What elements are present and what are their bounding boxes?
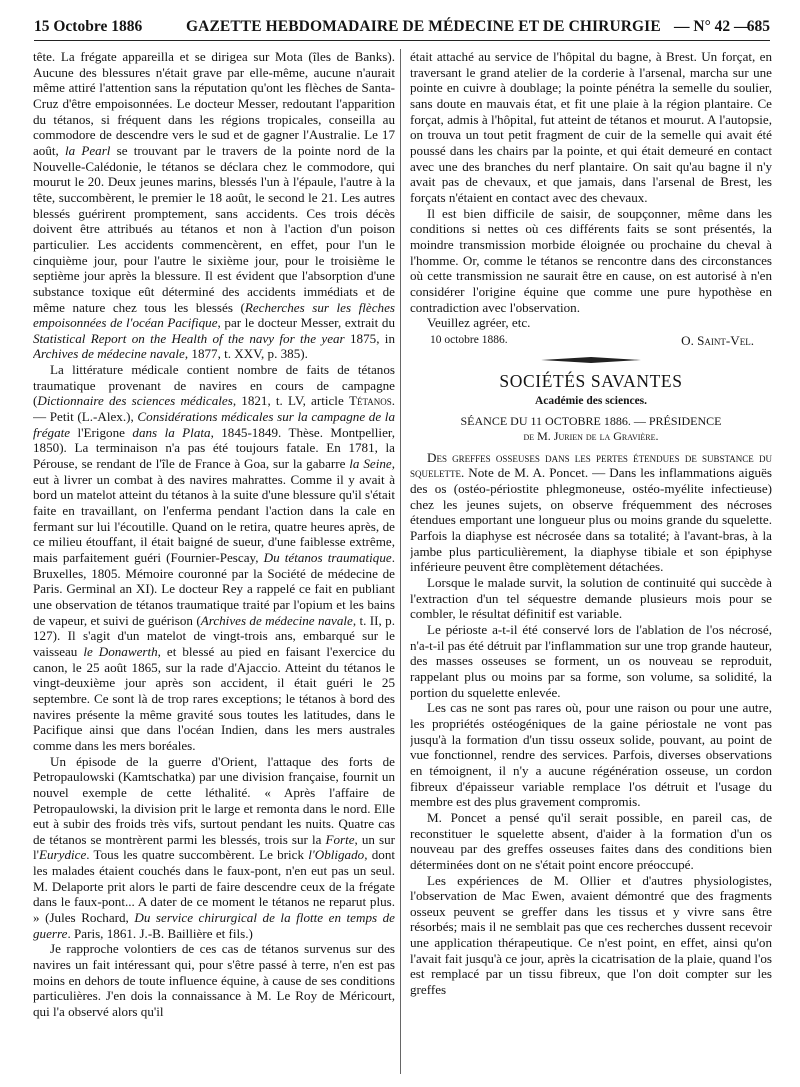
journal-title: GAZETTE HEBDOMADAIRE DE MÉDECINE ET DE CHIRURGIE	[186, 18, 661, 35]
signature-block	[410, 333, 772, 349]
right-column	[410, 49, 772, 1077]
article-paragraph-4: Les cas ne sont pas rares où, pour une raison ou pour une autre, les propriétés ostéogéniques de la gaine périostale ne vont pas jusqu'à la formation d'un tissu osseux solide, pouvant, au point de vue fonctionnel, rendre des services. Parfois, diverses observations en témoignent, il n'y a aucune régénération osseuse, un cordon fibreux d'épaisseur variable remplace l'os détruit et l'usage du membre est des plus gravement compromis.	[410, 700, 772, 810]
right-paragraph-1: était attaché au service de l'hôpital du bagne, à Brest. Un forçat, en traversant le grand atelier de la corderie à l'arsenal, marcha sur une pointe en cuivre à doublage; la pointe pénétra la semelle du soulier, sans doute en mauvais état, et fit une plaie à la région plantaire. Ce forçat, admis à l'hôpital, fut atteint de tétanos et mourut. A l'autopsie, on trouva un tout petit fragment de cuir de la semelle qui avait été poussé dans les chairs par la pointe, et qui était demeuré en contact avec une des branches du nerf plantaire. On sait qu'au bagne il n'y avait pas de chevaux, et que jamais, dans l'arsenal de Brest, les forçats n'étaient en contact avec des chevaux.	[410, 49, 772, 205]
academy-title: Académie des sciences.	[534, 395, 648, 408]
left-paragraph-3: Un épisode de la guerre d'Orient, l'attaque des forts de Petropaulowski (Kamtschatka) par une division française, fournit un nouvel exemple de cette léthalité. « Après l'affaire de Petropaulowski, la division prit le large et remonta dans le nord. Elle eut à subir des froids très vifs, surtout pendant les nuits. Quatre cas de tétanos se montrèrent parmi les blessés, trois sur la Forte, un sur l'Eurydice. Tous les quatre succombèrent. Le brick l'Obligado, dont les malades étaient couchés dans le faux-pont, n'en eut pas un seul. M. Delaporte prit alors le parti de faire descendre ceux de la frégate dans le faux-pont... A dater de ce moment le tétanos ne reparut plus. » (Jules Rochard, Du service chirurgical de la flotte en temps de guerre. Paris, 1861. J.-B. Baillière et fils.)	[33, 753, 395, 941]
section-title: SOCIÉTÉS SAVANTES	[499, 371, 683, 392]
right-paragraph-2: Il est bien difficile de saisir, de soupçonner, même dans les conditions si nettes où ces différents faits se sont présentés, la moindre transmission morbide éloignée ou prochaine du cheval à l'homme. Or, comme le tétanos se rencontre dans des circonstances où cette transmission ne saurait être en cause, on est autorisé à n'en considérer l'origine équine que comme une pure hypothèse en contradiction avec l'observation.	[410, 205, 772, 315]
column-divider	[400, 49, 401, 1074]
author-signature: O. Saint-Vel.	[681, 332, 754, 348]
page-number: 685	[746, 18, 770, 35]
article-paragraph-1: Des greffes osseuses dans les pertes étendues de substance du squelette. Note de M. A. Poncet. — Dans les inflammations aiguës des os (ostéo-périostite phlegmoneuse, ostéo-myélite infectieuse) chez les jeunes sujets, on observe fréquemment des nécroses étendues emportant une longueur plus ou moins grande du squelette. Parfois la diaphyse est nécrosée dans sa totalité; à l'avant-bras, à la jambe plus particulièrement, la diaphyse tibiale et son épiphyse inférieure peuvent être complètement détachées.	[410, 449, 772, 575]
article-paragraph-5: M. Poncet a pensé qu'il serait possible, en pareil cas, de reconstituer le squelette absent, d'aider à la formation d'un os nouveau par des greffes osseuses faites dans des conditions bien déterminées dont on ne s'était point encore préoccupé.	[410, 809, 772, 872]
session-heading	[410, 414, 772, 444]
article-heading: Des greffes osseuses dans les pertes étendues de substance du squelette.	[410, 449, 772, 481]
session-line-1: SÉANCE DU 11 OCTOBRE 1886. — PRÉSIDENCE	[460, 413, 722, 428]
left-paragraph-4: Je rapproche volontiers de ces cas de tétanos survenus sur des navires un fait intéressant qui, pour s'être passé à terre, n'en est pas moins en dehors de toute influence équine, à cause de ses conditions particulières. J'en dois la connaissance à M. Le Roy de Méricourt, qui l'a observé alors qu'il	[33, 941, 395, 1020]
left-paragraph-2: La littérature médicale contient nombre de faits de tétanos traumatique provenant de navires en cours de campagne (Dictionnaire des sciences médicales, 1821, t. LV, article Tétanos. — Petit (L.-Alex.), Considérations médicales sur la campagne de la frégate l'Erigone dans la Plata, 1845-1849. Thèse. Montpellier, 1850). La terminaison n'a pas été toujours fatale. En 1781, la Pérouse, se rendant de l'île de France à Goa, sur la gabarre la Seine, eut à livrer un combat à des navires mahrattes. Comme il y avait à bord un matelot atteint du tétanos à la suite d'une blessure qu'il s'était faite en travaillant, on l'enferma pendant l'action dans la cale en fermant sur lui l'écoutille. Quand on le retira, quatre heures après, de ce milieu étouffant, il était baigné de sueur, d'une faiblesse extrême, mais parfaitement guéri (Fournier-Pescay, Du tétanos traumatique. Bruxelles, 1805. Mémoire couronné par la Société de médecine de Paris. Germinal an XI). Le docteur Rey a rappelé ce fait en publiant une observation de tétanos traumatique traité par l'opium et les bains de vapeur, et suivi de guérison (Archives de médecine navale, t. II, p. 127). Il s'agit d'un matelot de vingt-trois ans, embarqué sur le vaisseau le Donawerth, et blessé au pied en faisant l'exercice du canon, le 25 août 1865, sur la rade d'Ajaccio. Atteint du tétanos le vingt-deuxième jour après son accident, il était guéri le 25 septembre. Ce sont là de trop rares exceptions; le tétanos à bord des navires présente la même gravité sous toutes les latitudes, dans le Pacifique ainsi que dans l'océan Indien, dans les mers australes comme dans les mers boréales.	[33, 362, 395, 753]
issue-number: — N° 42 —	[674, 18, 750, 35]
left-column	[33, 49, 395, 1077]
session-line-2: de M. Jurien de la Gravière.	[523, 428, 659, 443]
running-header	[34, 14, 770, 41]
letter-date: 10 octobre 1886.	[430, 333, 508, 346]
left-paragraph-1: tête. La frégate appareilla et se dirigea sur Mota (îles de Banks). Aucune des blessures n'était grave par elle-même, aucune n'aurait même attiré l'attention sans la réputation qu'ont les flèches de Santa-Cruz d'être empoisonnées. Le docteur Messer, redoutant l'apparition du tétanos, si fréquent dans les régions tropicales, conseilla au commodore de descendre vers le sud et de gagner l'Australie. Le 17 août, la Pearl se trouvant par le travers de la pointe nord de la Nouvelle-Calédonie, le tétanos se déclara chez le commodore, qui mourut le 20. Deux jeunes marins, blessés l'un à l'épaule, l'autre à la tête, succombèrent, le premier le 18 août, le second le 21. Les autres blessés guérirent promptement, sans accidents. Ces trois décès doivent être attribués au tétanos et non à l'action d'un poison particulier. Les accidents commencèrent, en effet, pour l'un le cinquième jour, pour l'autre le sixième jour, pour le troisième le septième jour après la blessure. Il est évident que l'absorption d'une substance toxique eût déterminé des accidents immédiats et de même nature chez tous les blessés (Recherches sur les flèches empoisonnées de l'océan Pacifique, par le docteur Messer, extrait du Statistical Report on the Health of the navy for the year 1875, in Archives de médecine navale, 1877, t. XXV, p. 385).	[33, 49, 395, 362]
article-paragraph-6: Les expériences de M. Ollier et d'autres physiologistes, l'observation de Mac Ewen, avaient démontré que des fragments osseux peuvent se greffer dans les tissus et y vivre sans être résorbés; mais il ne semblait pas que ces recherches dussent recevoir une application thérapeutique. Ce n'est point, en effet, ainsi qu'on l'avait fait jusqu'à ce jour, après la cicatrisation de la plaie, quand l'os est remplacé par un tissu fibreux, que l'on doit compter sur les greffes	[410, 872, 772, 998]
issue-date: 15 Octobre 1886	[34, 18, 143, 35]
closing-formula: Veuillez agréer, etc.	[427, 315, 531, 331]
article-paragraph-3: Le périoste a-t-il été conservé lors de l'ablation de l'os nécrosé, n'a-t-il pas été détruit par l'inflammation sur une trop grande hauteur, des masses osseuses se forment, un os nouveau se reproduit, rappelant plus ou moins par sa forme, son volume, sa solidité, la portion du squelette enlevée.	[410, 622, 772, 700]
article-paragraph-2: Lorsque le malade survit, la solution de continuité qui succède à l'extraction d'un tel séquestre demande plusieurs mois pour se combler, le résultat définitif est variable.	[410, 575, 772, 622]
ornament-rule-icon	[539, 356, 643, 364]
